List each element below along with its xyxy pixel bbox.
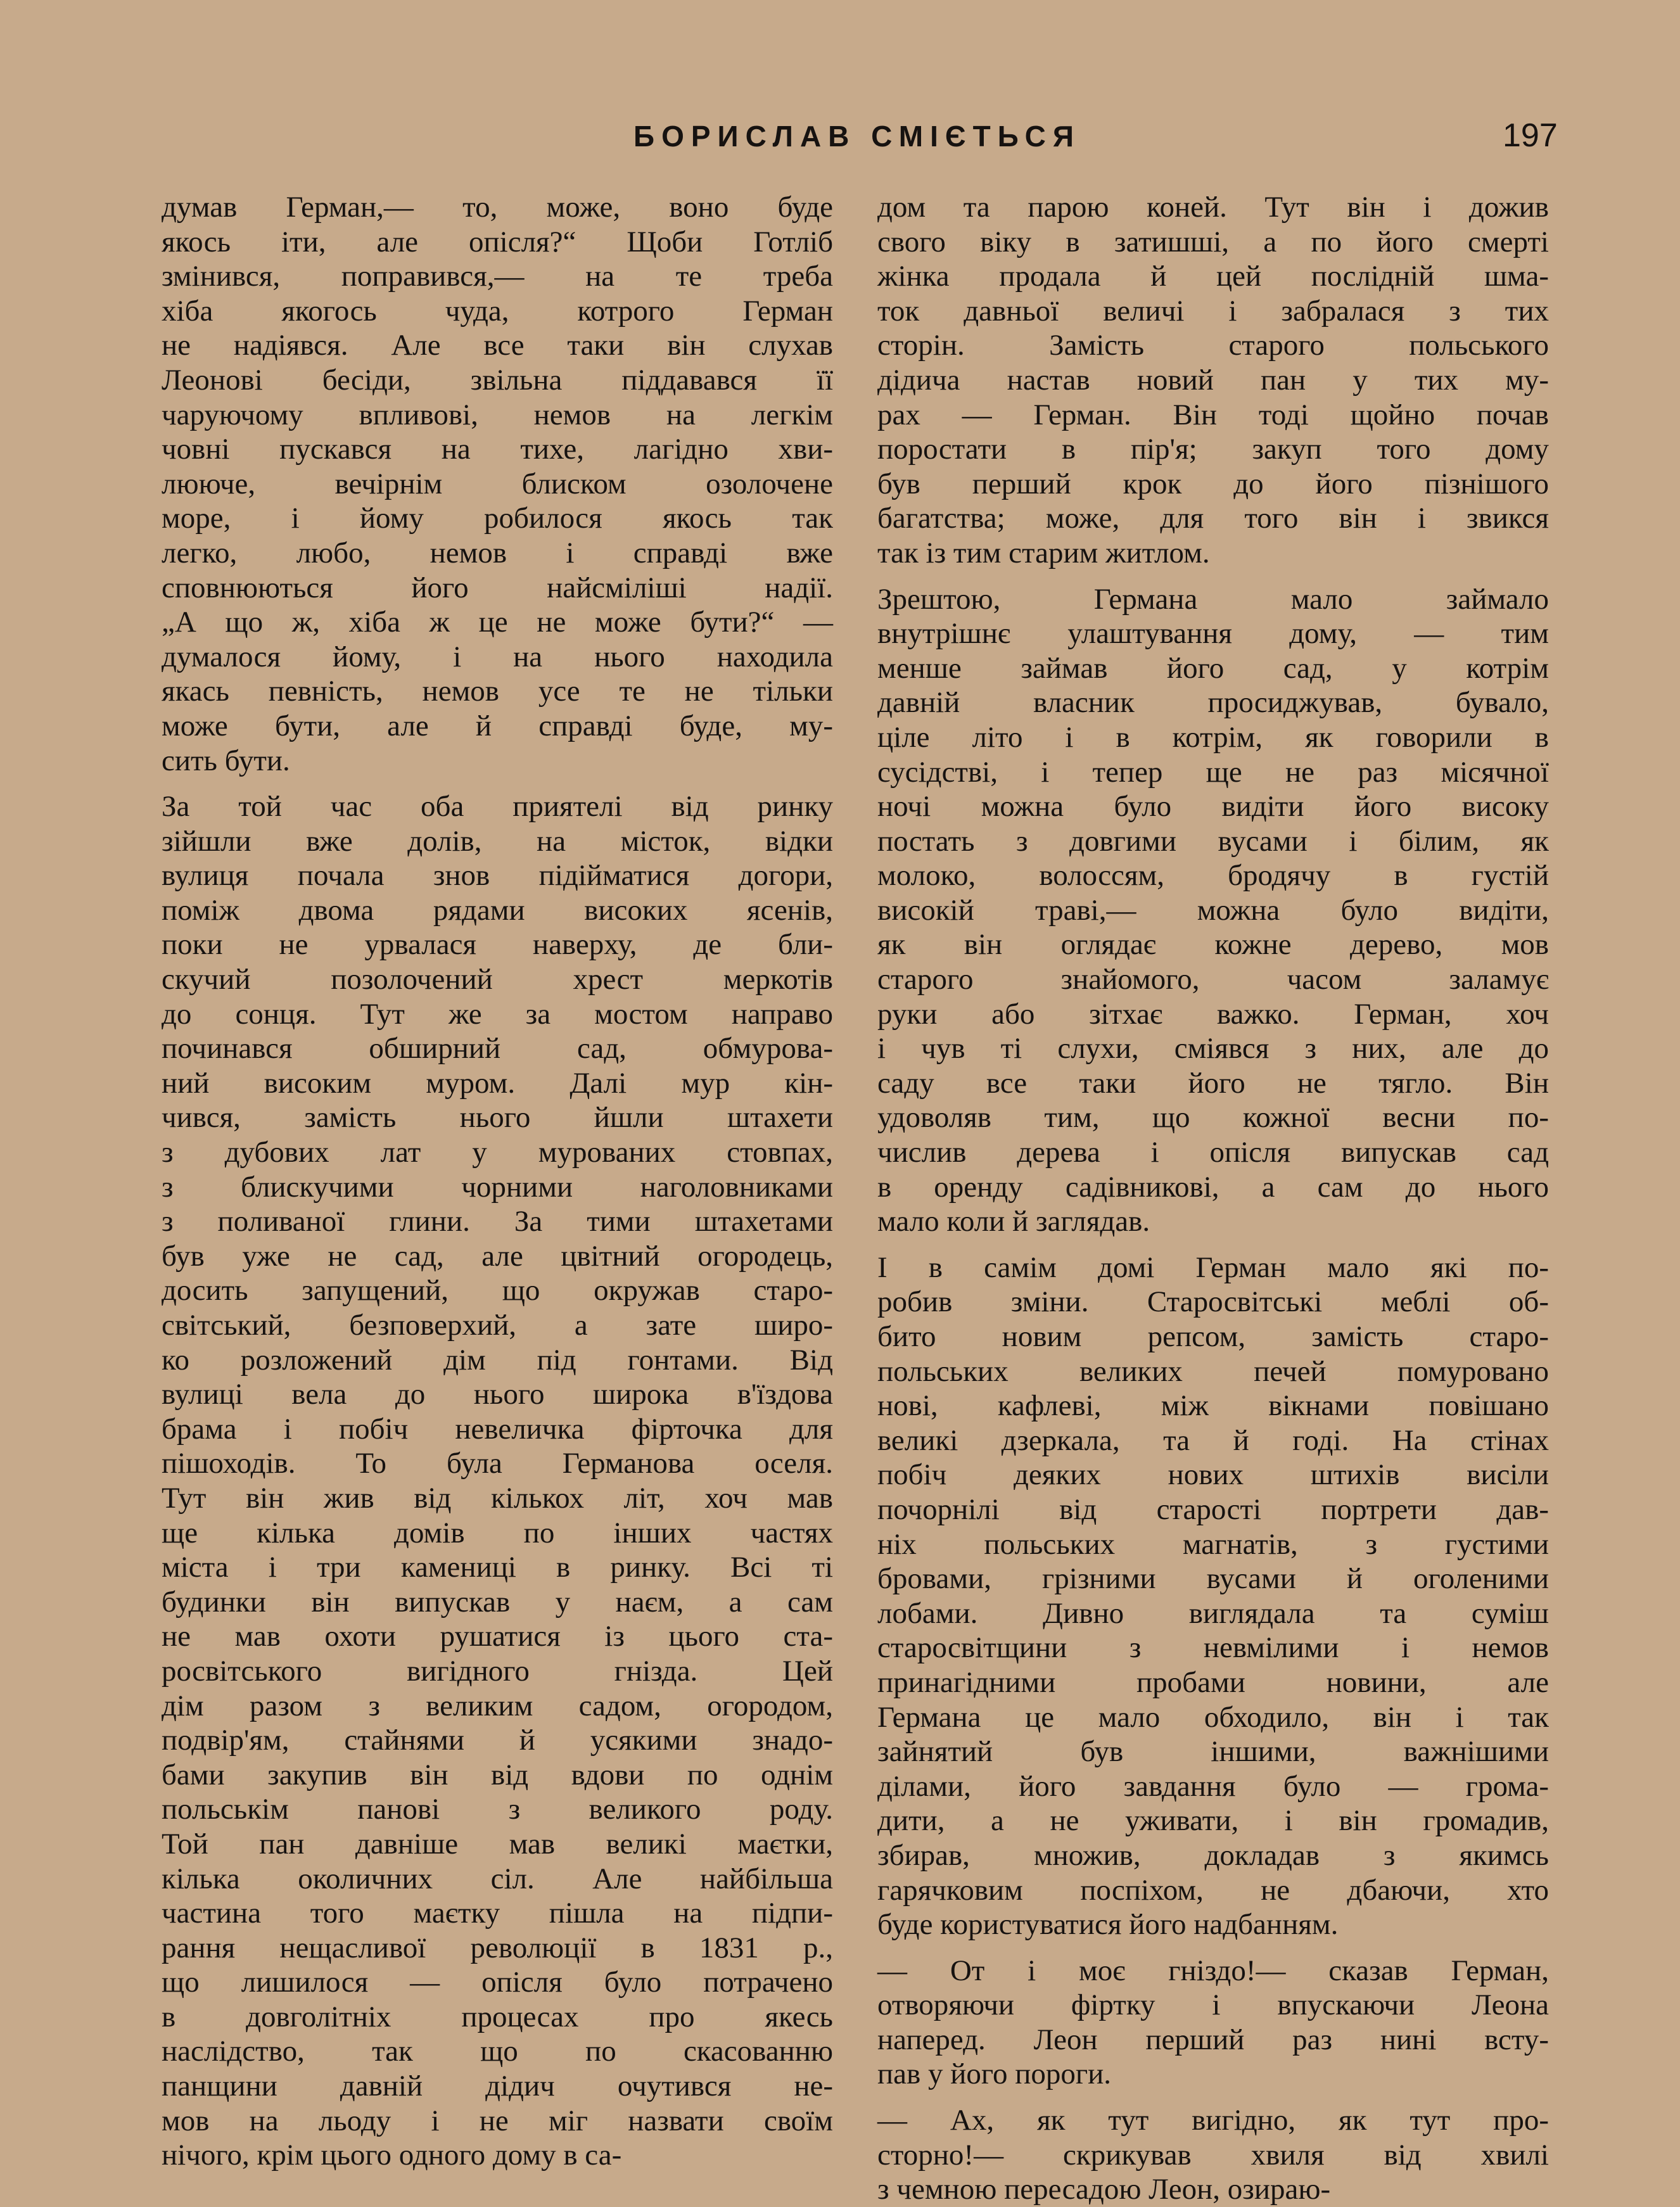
text-line: пав у його пороги. bbox=[877, 2058, 1112, 2091]
paragraph-gap bbox=[162, 778, 833, 789]
text-line: пішоходів. То була Германова оселя. bbox=[162, 1447, 833, 1480]
text-line: бровами, грізними вусами й оголеними bbox=[877, 1562, 1549, 1596]
text-line: польськім панові з великого роду. bbox=[162, 1793, 833, 1826]
text-line: не надіявся. Але все таки він слухав bbox=[162, 329, 833, 362]
text-line: ночі можна було видіти його високу bbox=[877, 790, 1549, 824]
text-line: росвітського вигідного гнізда. Цей bbox=[162, 1654, 833, 1688]
text-line: побіч деяких нових штихів висіли bbox=[877, 1458, 1549, 1492]
paragraph bbox=[877, 1250, 1549, 1942]
paragraph bbox=[877, 1954, 1549, 2092]
text-line: молоко, волоссям, бродячу в густій bbox=[877, 859, 1549, 893]
text-line: внутрішнє улаштування дому, — тим bbox=[877, 617, 1549, 651]
text-line: якась певність, немов усе те не тільки bbox=[162, 675, 833, 708]
text-line: чаруючому впливові, немов на легкім bbox=[162, 398, 833, 431]
text-line: ніх польських магнатів, з густими bbox=[877, 1527, 1549, 1561]
text-line: мало коли й заглядав. bbox=[877, 1205, 1150, 1238]
text-line: менше займав його сад, у котрім bbox=[877, 651, 1549, 685]
text-line: давній власник просиджував, бувало, bbox=[877, 686, 1549, 720]
text-line: в довголітніх процесах про якесь bbox=[162, 2000, 833, 2033]
text-line: рах — Герман. Він тоді щойно почав bbox=[877, 398, 1549, 431]
text-line: хіба якогось чуда, котрого Герман bbox=[162, 294, 833, 328]
text-line: світський, безповерхий, а зате широ- bbox=[162, 1309, 833, 1342]
text-line: дідича настав новий пан у тих му- bbox=[877, 363, 1549, 397]
text-line: Германа це мало обходило, він і так bbox=[877, 1700, 1549, 1734]
text-line: отворяючи фіртку і впускаючи Леона bbox=[877, 1988, 1549, 2022]
text-line: багатства; може, для того він і звикся bbox=[877, 502, 1549, 535]
text-line: гарячковим поспіхом, не дбаючи, хто bbox=[877, 1873, 1549, 1907]
text-line: Тут він жив від кількох літ, хоч мав bbox=[162, 1481, 833, 1515]
text-line: Зрештою, Германа мало займало bbox=[877, 582, 1549, 616]
text-line: і чув ті слухи, сміявся з них, але до bbox=[877, 1032, 1549, 1065]
text-line: був уже не сад, але цвітний огородець, bbox=[162, 1239, 833, 1273]
text-line: ціле літо і в котрім, як говорили в bbox=[877, 720, 1549, 754]
paragraph bbox=[877, 190, 1549, 571]
text-line: Той пан давніше мав великі маєтки, bbox=[162, 1827, 833, 1860]
text-line: ток давньої величі і забралася з тих bbox=[877, 294, 1549, 328]
text-line: поки не урвалася наверху, де бли- bbox=[162, 928, 833, 962]
text-line: в оренду садівникові, а сам до нього bbox=[877, 1170, 1549, 1204]
text-line: вулиці вела до нього широка в'їздова bbox=[162, 1378, 833, 1411]
text-line: міста і три камениці в ринку. Всі ті bbox=[162, 1551, 833, 1584]
running-title: БОРИСЛАВ СМІЄТЬСЯ bbox=[633, 120, 1081, 153]
paragraph-gap bbox=[877, 571, 1549, 582]
text-line: буде користуватися його надбанням. bbox=[877, 1908, 1339, 1942]
text-line: зайнятий був іншими, важнішими bbox=[877, 1735, 1549, 1769]
paragraph-gap bbox=[877, 2092, 1549, 2103]
text-line: легко, любо, немов і справді вже bbox=[162, 536, 833, 569]
text-line: думав Герман,— то, може, воно буде bbox=[162, 191, 833, 224]
text-line: саду все таки його не тягло. Він bbox=[877, 1066, 1549, 1100]
text-line: дом та парою коней. Тут він і дожив bbox=[877, 191, 1549, 224]
right-column bbox=[877, 190, 1549, 2207]
text-line: числив дерева і опісля випускав сад bbox=[877, 1136, 1549, 1169]
text-line: починався обширний сад, обмурова- bbox=[162, 1032, 833, 1065]
text-line: поростати в пір'я; закуп того дому bbox=[877, 433, 1549, 466]
text-line: був перший крок до його пізнішого bbox=[877, 467, 1549, 500]
text-line: принагідними пробами новини, але bbox=[877, 1665, 1549, 1699]
text-line: так із тим старим житлом. bbox=[877, 536, 1210, 569]
text-line: Леонові бесіди, звільна піддавався її bbox=[162, 363, 833, 397]
text-line: наслідство, так що по скасованню bbox=[162, 2035, 833, 2068]
text-line: сповнюються його найсміліші надії. bbox=[162, 571, 833, 604]
text-line: рання нещасливої революції в 1831 р., bbox=[162, 1931, 833, 1964]
text-line: почорнілі від старості портрети дав- bbox=[877, 1492, 1549, 1526]
text-line: нові, кафлеві, між вікнами повішано bbox=[877, 1389, 1549, 1423]
text-line: частина того маєтку пішла на підпи- bbox=[162, 1897, 833, 1930]
text-line: досить запущений, що окружав старо- bbox=[162, 1274, 833, 1307]
paragraph bbox=[162, 190, 833, 778]
text-line: з дубових лат у мурованих стовпах, bbox=[162, 1136, 833, 1169]
text-line: ділами, його завдання було — грома- bbox=[877, 1769, 1549, 1803]
text-line: сусідстві, і тепер ще не раз місячної bbox=[877, 755, 1549, 789]
text-line: змінився, поправився,— на те треба bbox=[162, 260, 833, 293]
text-line: бами закупив він від вдови по однім bbox=[162, 1758, 833, 1791]
text-line: „А що ж, хіба ж це не може бути?“ — bbox=[162, 606, 833, 639]
text-line: ко розложений дім під гонтами. Від bbox=[162, 1343, 833, 1377]
text-line: бито новим репсом, замість старо- bbox=[877, 1320, 1549, 1353]
text-line: як він оглядає кожне дерево, мов bbox=[877, 928, 1549, 962]
text-line: свого віку в затишші, а по його смерті bbox=[877, 225, 1549, 258]
paragraph-gap bbox=[877, 1942, 1549, 1954]
text-line: панщини давній дідич очутився не- bbox=[162, 2070, 833, 2103]
text-line: якось іти, але опісля?“ Щоби Готліб bbox=[162, 225, 833, 258]
text-line: дім разом з великим садом, огородом, bbox=[162, 1689, 833, 1722]
text-line: — От і моє гніздо!— сказав Герман, bbox=[877, 1954, 1549, 1987]
paragraph bbox=[162, 789, 833, 2173]
text-line: старого знайомого, часом заламує bbox=[877, 963, 1549, 996]
text-line: високій траві,— можна було видіти, bbox=[877, 893, 1549, 927]
paragraph bbox=[877, 2103, 1549, 2207]
text-line: чився, замість нього йшли штахети bbox=[162, 1101, 833, 1135]
text-line: сить бути. bbox=[162, 744, 290, 777]
text-line: кілька околичних сіл. Але найбільша bbox=[162, 1862, 833, 1895]
text-line: думалося йому, і на нього находила bbox=[162, 640, 833, 673]
text-line: нічого, крім цього одного дому в са- bbox=[162, 2139, 622, 2172]
text-line: сторін. Замість старого польського bbox=[877, 329, 1549, 362]
text-line: мов на льоду і не міг назвати своїм bbox=[162, 2104, 833, 2137]
text-line: руки або зітхає важко. Герман, хоч bbox=[877, 997, 1549, 1031]
text-line: За той час оба приятелі від ринку bbox=[162, 790, 833, 824]
text-line: зійшли вже долів, на місток, відки bbox=[162, 824, 833, 858]
paragraph bbox=[877, 582, 1549, 1239]
text-line: з блискучими чорними наголовниками bbox=[162, 1170, 833, 1204]
text-line: брама і побіч невеличка фірточка для bbox=[162, 1412, 833, 1446]
text-line: жінка продала й цей послідній шма- bbox=[877, 260, 1549, 293]
text-line: вулиця почала знов підійматися догори, bbox=[162, 859, 833, 893]
text-line: з поливаної глини. За тими штахетами bbox=[162, 1205, 833, 1238]
text-line: скучий позолочений хрест меркотів bbox=[162, 963, 833, 996]
text-line: ще кілька домів по інших частях bbox=[162, 1516, 833, 1549]
text-line: може бути, але й справді буде, му- bbox=[162, 709, 833, 742]
text-line: наперед. Леон перший раз нині всту- bbox=[877, 2023, 1549, 2056]
text-line: дити, а не уживати, і він громадив, bbox=[877, 1804, 1549, 1838]
text-line: великі дзеркала, та й годі. На стінах bbox=[877, 1423, 1549, 1457]
paragraph-gap bbox=[877, 1239, 1549, 1250]
text-line: море, і йому робилося якось так bbox=[162, 502, 833, 535]
text-line: І в самім домі Герман мало які по- bbox=[877, 1250, 1549, 1284]
text-line: постать з довгими вусами і білим, як bbox=[877, 824, 1549, 858]
text-line: ний високим муром. Далі мур кін- bbox=[162, 1066, 833, 1100]
text-line: старосвітщини з невмілими і немов bbox=[877, 1631, 1549, 1665]
text-line: подвір'ям, стайнями й усякими знадо- bbox=[162, 1724, 833, 1757]
text-line: човні пускався на тихе, лагідно хви- bbox=[162, 433, 833, 466]
text-line: — Ах, як тут вигідно, як тут про- bbox=[877, 2104, 1549, 2137]
text-line: не мав охоти рушатися із цього ста- bbox=[162, 1620, 833, 1653]
text-line: поміж двома рядами високих ясенів, bbox=[162, 893, 833, 927]
text-line: збирав, множив, докладав з якимсь bbox=[877, 1838, 1549, 1872]
text-line: робив зміни. Старосвітські меблі об- bbox=[877, 1285, 1549, 1319]
left-column bbox=[162, 190, 833, 2173]
text-line: лобами. Дивно виглядала та суміш bbox=[877, 1596, 1549, 1630]
text-line: до сонця. Тут же за мостом направо bbox=[162, 997, 833, 1031]
text-line: з чемною пересадою Леон, озираю- bbox=[877, 2173, 1331, 2206]
text-line: лююче, вечірнім блиском озолочене bbox=[162, 467, 833, 500]
text-line: польських великих печей помуровано bbox=[877, 1354, 1549, 1388]
text-line: сторно!— скрикував хвиля від хвилі bbox=[877, 2138, 1549, 2172]
text-line: будинки він випускав у наєм, а сам bbox=[162, 1585, 833, 1619]
text-line: що лишилося — опісля було потрачено bbox=[162, 1966, 833, 1999]
text-line: удоволяв тим, що кожної весни по- bbox=[877, 1101, 1549, 1135]
page-number: 197 bbox=[1503, 117, 1558, 154]
